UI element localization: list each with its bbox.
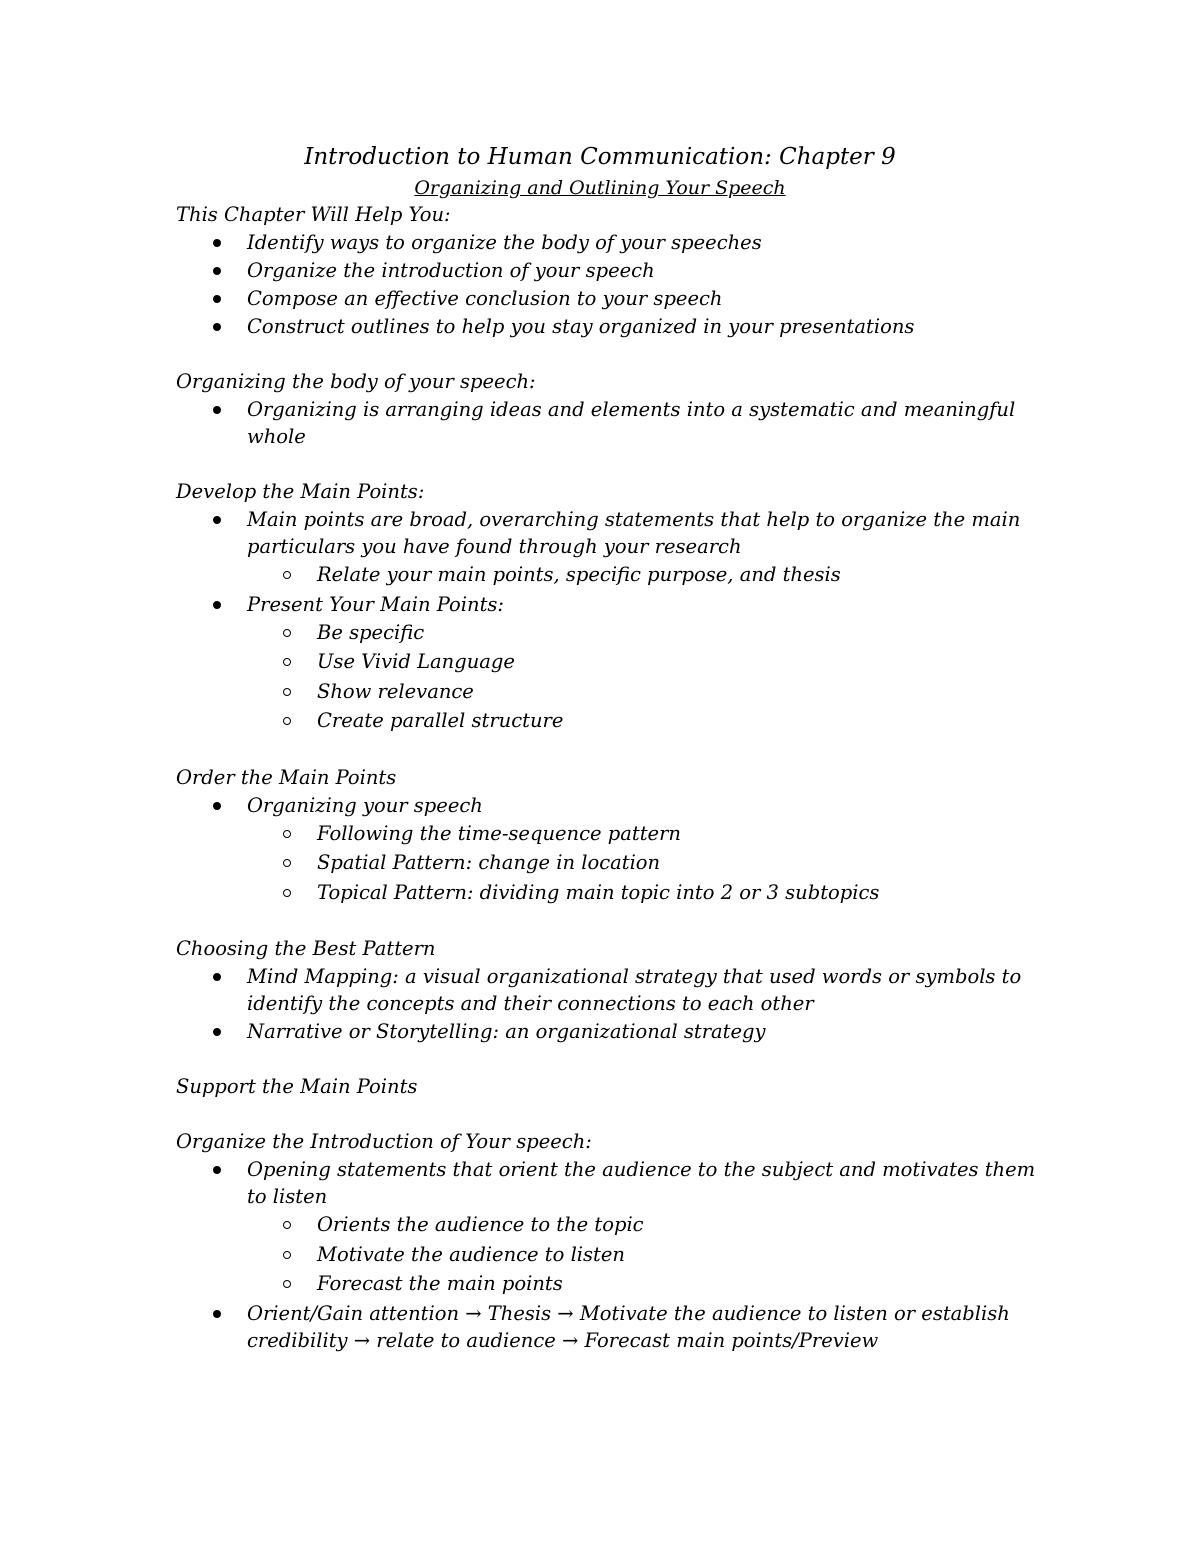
- section-gap: [176, 451, 1036, 478]
- section-heading: Support the Main Points: [176, 1075, 418, 1098]
- document-subtitle: Organizing and Outlining Your Speech: [414, 177, 786, 199]
- bullet-item-text: Compose an effective conclusion to your speech: [247, 287, 723, 310]
- bullet-item: [176, 1018, 1036, 1045]
- bullet-item: [176, 229, 1036, 256]
- sub-bullet-item: Orients the audience to the topic: [176, 1211, 1036, 1239]
- sub-bullet-item: Motivate the audience to listen: [176, 1241, 1036, 1269]
- bullet-item-text: Organize the introduction of your speech: [247, 259, 655, 282]
- bullet-list: [176, 792, 1036, 907]
- bullet-item: [176, 396, 1036, 450]
- bullet-item-text: Main points are broad, overarching statements that help to organize the main particulars you have found through your research: [247, 508, 1021, 558]
- section-heading: This Chapter Will Help You:: [176, 203, 451, 226]
- sub-bullet-item: Topical Pattern: dividing main topic into 2 or 3 subtopics: [176, 879, 1036, 907]
- bullet-item-text: Present Your Main Points:: [247, 592, 504, 616]
- bullet-item-text: Identify ways to organize the body of your speeches: [247, 231, 762, 254]
- section-heading: Develop the Main Points:: [176, 480, 425, 503]
- sub-bullet-item: Use Vivid Language: [176, 648, 1036, 676]
- document-body: [176, 201, 1036, 1355]
- sub-bullet-item: Following the time-sequence pattern: [176, 820, 1036, 848]
- bullet-item-text: Organizing is arranging ideas and elements into a systematic and meaningful whole: [247, 398, 1016, 448]
- bullet-list: [176, 506, 1036, 735]
- bullet-item: [176, 591, 1036, 618]
- bullet-item-text: Mind Mapping: a visual organizational strategy that used words or symbols to identify the concepts and their connections to each other: [247, 965, 1022, 1015]
- bullet-item: [176, 963, 1036, 1017]
- bullet-item: [176, 313, 1036, 340]
- section-gap: [176, 341, 1036, 368]
- sub-bullet-item: Relate your main points, specific purpose, and thesis: [176, 561, 1036, 589]
- sub-bullet-item: Forecast the main points: [176, 1270, 1036, 1298]
- bullet-item-text: Orient/Gain attention → Thesis → Motivate the audience to listen or establish credibility → relate to audience → Forecast main points/Preview: [247, 1301, 1010, 1352]
- section-gap: [176, 1101, 1036, 1128]
- bullet-item-text: Organizing your speech: [247, 793, 483, 817]
- bullet-item: [176, 257, 1036, 284]
- bullet-item-text: Construct outlines to help you stay organized in your presentations: [247, 315, 915, 338]
- bullet-item: [176, 285, 1036, 312]
- sub-bullet-item: Show relevance: [176, 678, 1036, 706]
- document-title: Introduction to Human Communication: Chapter 9: [304, 144, 896, 170]
- bullet-list: [176, 963, 1036, 1045]
- bullet-item-text: Opening statements that orient the audience to the subject and motivates them to listen: [247, 1158, 1036, 1208]
- sub-bullet-item: Create parallel structure: [176, 707, 1036, 735]
- bullet-list: [176, 229, 1036, 340]
- bullet-list: [176, 396, 1036, 450]
- bullet-list: [176, 1156, 1036, 1354]
- bullet-item: [176, 792, 1036, 819]
- bullet-item: [176, 1156, 1036, 1210]
- bullet-item-text: Narrative or Storytelling: an organizational strategy: [247, 1020, 766, 1043]
- section-gap: [176, 908, 1036, 935]
- section-gap: [176, 737, 1036, 764]
- sub-bullet-item: Be specific: [176, 619, 1036, 647]
- section-gap: [176, 1046, 1036, 1073]
- bullet-item: [176, 506, 1036, 560]
- section-heading: Organizing the body of your speech:: [176, 370, 536, 393]
- section-heading: Choosing the Best Pattern: [176, 937, 436, 960]
- bullet-item: [176, 1300, 1036, 1354]
- sub-bullet-item: Spatial Pattern: change in location: [176, 849, 1036, 877]
- section-heading: Organize the Introduction of Your speech:: [176, 1130, 592, 1153]
- section-heading: Order the Main Points: [176, 765, 397, 789]
